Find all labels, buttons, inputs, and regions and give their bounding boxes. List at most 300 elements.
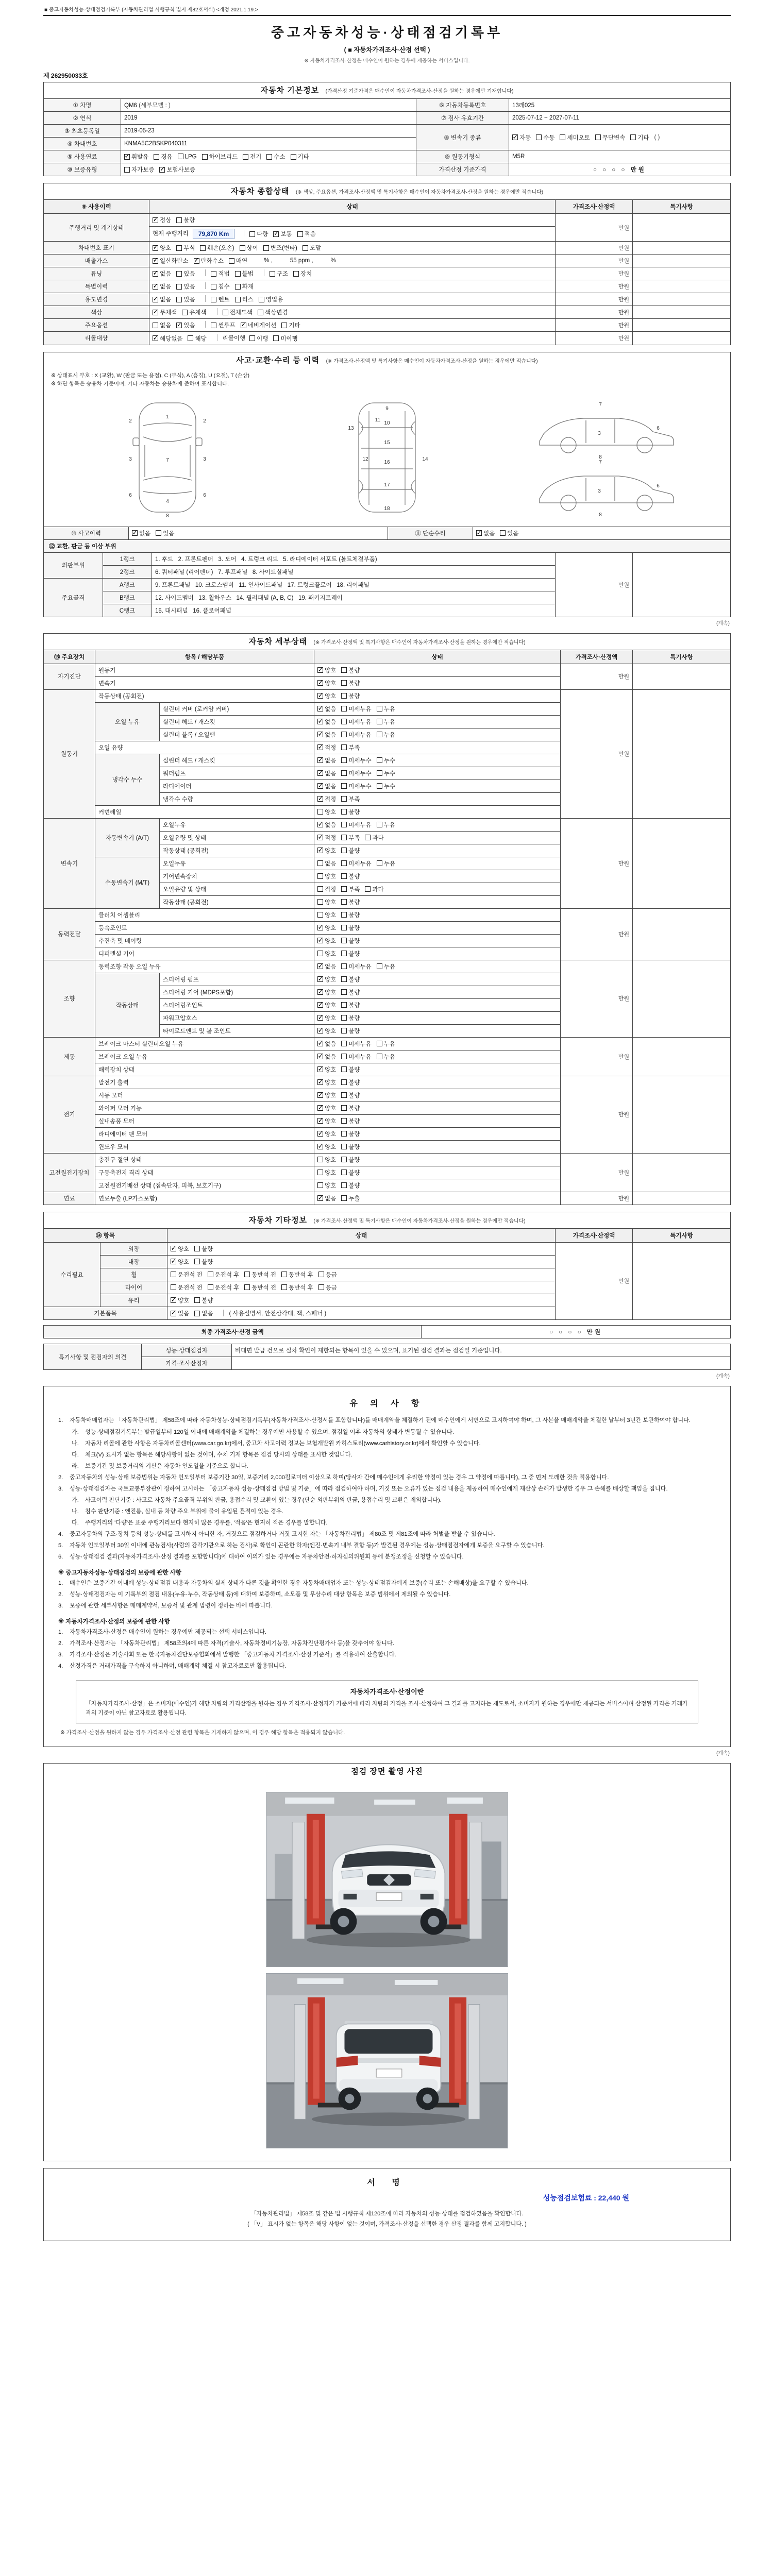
checkbox-option[interactable] <box>317 756 336 765</box>
field-label: ⑦ 검사 유효기간 <box>416 112 509 125</box>
checkbox-unchecked-icon <box>317 1157 323 1162</box>
device-group-label: 조향 <box>44 960 95 1037</box>
checkbox-option[interactable] <box>341 911 360 919</box>
checkbox-checked-icon <box>317 757 323 763</box>
state-cell <box>167 1242 556 1255</box>
state-cell <box>314 1101 561 1114</box>
checkbox-option[interactable] <box>243 152 261 161</box>
checkbox-checked-icon <box>317 1092 323 1098</box>
checkbox-label: 부족 <box>348 886 360 893</box>
checkbox-label: 적정 <box>325 796 337 803</box>
checkbox-unchecked-icon <box>211 271 216 277</box>
checkbox-option[interactable] <box>194 1245 213 1253</box>
checkbox-option[interactable] <box>153 257 189 265</box>
checkbox-unchecked-icon <box>377 770 382 776</box>
state-cell <box>314 1140 561 1153</box>
remark-cell <box>633 280 731 293</box>
checkbox-option[interactable] <box>317 988 336 996</box>
part-label: 라디에이터 팬 모터 <box>95 1127 314 1140</box>
checkbox-option[interactable] <box>249 334 268 343</box>
paragraph-number: 4. <box>58 1663 63 1670</box>
checkbox-option[interactable] <box>317 782 336 790</box>
checkbox-option[interactable] <box>341 975 360 984</box>
state-cell <box>314 844 561 857</box>
checkbox-checked-icon <box>317 719 323 724</box>
opinion-row <box>44 1357 731 1370</box>
svg-text:7: 7 <box>599 401 602 408</box>
outer-panel-group-label: 외판부위 <box>44 552 103 578</box>
checkbox-option[interactable] <box>317 692 336 700</box>
checkbox-option[interactable] <box>317 950 336 958</box>
svg-text:6: 6 <box>203 492 206 498</box>
part-label: 원동기 <box>95 664 314 676</box>
checkbox-option[interactable] <box>124 165 154 174</box>
checkbox-option[interactable] <box>341 1168 360 1177</box>
svg-text:6: 6 <box>657 425 660 431</box>
checkbox-option[interactable] <box>317 1027 336 1035</box>
checkbox-unchecked-icon <box>341 835 347 840</box>
checkbox-option[interactable] <box>317 924 336 932</box>
checkbox-option[interactable] <box>153 334 182 343</box>
notice-paragraph <box>58 1579 716 1588</box>
checkbox-option[interactable] <box>630 133 649 142</box>
checkbox-option[interactable] <box>171 1258 189 1266</box>
checkbox-unchecked-icon <box>500 530 506 536</box>
checkbox-option[interactable] <box>341 988 360 996</box>
checkbox-option[interactable] <box>377 769 395 777</box>
checkbox-option[interactable] <box>211 295 229 303</box>
checkbox-option[interactable] <box>154 152 172 161</box>
checkbox-label: 양호 <box>325 1182 337 1189</box>
checkbox-option[interactable] <box>317 679 336 687</box>
checkbox-option[interactable] <box>317 769 336 777</box>
checkbox-option[interactable] <box>317 1078 336 1087</box>
checkbox-option[interactable] <box>178 154 197 160</box>
checkbox-option[interactable] <box>241 321 277 329</box>
svg-text:4: 4 <box>166 498 169 504</box>
checkbox-option[interactable] <box>281 1283 313 1292</box>
checkbox-option[interactable] <box>341 1065 360 1074</box>
checkbox-option[interactable] <box>341 846 360 855</box>
checkbox-option[interactable] <box>194 257 224 265</box>
checkbox-unchecked-icon <box>341 1041 347 1046</box>
section-note: (※ 가격조사·산정액 및 특기사항은 매수인이 자동차가격조사·산정을 원하는 경우에만 적습니다) <box>326 358 538 364</box>
checkbox-unchecked-icon <box>341 938 347 943</box>
checkbox-option[interactable] <box>317 834 336 842</box>
checkbox-option[interactable] <box>341 808 360 816</box>
checkbox-option[interactable] <box>476 529 495 537</box>
checkbox-option[interactable] <box>317 666 336 674</box>
checkbox-unchecked-icon <box>377 1054 382 1059</box>
field-value: 13래025 <box>509 99 731 112</box>
checkbox-option[interactable] <box>595 133 625 142</box>
checkbox-option[interactable] <box>512 133 531 142</box>
checkbox-option[interactable] <box>273 230 292 238</box>
checkbox-option[interactable] <box>317 975 336 984</box>
checkbox-option[interactable] <box>188 334 206 343</box>
checkbox-label: 누유 <box>383 732 395 738</box>
checkbox-checked-icon <box>317 835 323 840</box>
checkbox-option[interactable] <box>171 1245 189 1253</box>
checkbox-option[interactable] <box>153 244 171 252</box>
checkbox-unchecked-icon <box>365 835 371 840</box>
checkbox-option[interactable] <box>341 1181 360 1190</box>
checkbox-option[interactable] <box>317 795 336 803</box>
checkbox-unchecked-icon <box>240 245 245 251</box>
checkbox-option[interactable] <box>341 782 371 790</box>
checkbox-option[interactable] <box>235 295 254 303</box>
checkbox-option[interactable] <box>377 731 395 739</box>
status-row <box>44 332 731 345</box>
checkbox-option[interactable] <box>341 885 360 893</box>
checkbox-unchecked-icon <box>317 873 323 879</box>
checkbox-option[interactable] <box>341 1014 360 1022</box>
checkbox-label: 기타 <box>297 154 309 160</box>
checkbox-option[interactable] <box>318 1283 337 1292</box>
paragraph-number: 1. <box>58 1417 63 1424</box>
checkbox-option[interactable] <box>317 1156 336 1164</box>
checkbox-label: 불량 <box>348 1157 360 1163</box>
checkbox-option[interactable] <box>318 1270 337 1279</box>
checkbox-option[interactable] <box>200 244 234 252</box>
checkbox-option[interactable] <box>182 308 206 316</box>
checkbox-unchecked-icon <box>194 1311 200 1316</box>
checkbox-option[interactable] <box>317 1104 336 1112</box>
checkbox-label: 누수 <box>383 757 395 764</box>
checkbox-option[interactable] <box>176 282 195 291</box>
part-label: 브레이크 오일 누유 <box>95 1050 314 1063</box>
checkbox-option[interactable] <box>341 718 371 726</box>
state-cell <box>314 831 561 844</box>
checkbox-option[interactable] <box>377 962 395 971</box>
checkbox-option[interactable] <box>211 282 229 291</box>
checkbox-checked-icon <box>317 744 323 750</box>
checkbox-label: 전체도색 <box>229 310 253 316</box>
checkbox-option[interactable] <box>341 679 360 687</box>
checkbox-option[interactable] <box>377 705 395 713</box>
checkbox-option[interactable] <box>259 295 283 303</box>
checkbox-label: 불량 <box>348 1066 360 1073</box>
checkbox-option[interactable] <box>317 1194 336 1202</box>
checkbox-option[interactable] <box>171 1296 189 1304</box>
checkbox-unchecked-icon <box>317 1170 323 1175</box>
checkbox-option[interactable] <box>317 808 336 816</box>
part-label: 오일유량 및 상태 <box>160 883 314 895</box>
opinion-who-label: 가격·조사산정자 <box>142 1357 232 1370</box>
mileage-value: 79,870 Km <box>193 229 234 239</box>
checkbox-option[interactable] <box>176 321 195 329</box>
state-text: 리콜이행 <box>222 335 246 342</box>
notice-paragraph <box>58 1530 716 1539</box>
notice-paragraph <box>58 1662 716 1671</box>
checkbox-option[interactable] <box>377 1053 395 1061</box>
checkbox-option[interactable] <box>235 269 254 278</box>
checkbox-option[interactable] <box>341 1027 360 1035</box>
final-price-row-container <box>43 1325 731 1338</box>
checkbox-option[interactable] <box>176 216 195 224</box>
checkbox-option[interactable] <box>124 152 148 161</box>
checkbox-option[interactable] <box>194 1296 213 1304</box>
paragraph-number: 3. <box>58 1602 63 1609</box>
checkbox-label: 있음 <box>183 271 195 277</box>
document-title: 중고자동차성능·상태점검기록부 <box>271 25 503 40</box>
checkbox-option[interactable] <box>244 1270 276 1279</box>
checkbox-option[interactable] <box>341 1130 360 1138</box>
checkbox-option[interactable] <box>244 1283 276 1292</box>
checkbox-option[interactable] <box>341 1001 360 1009</box>
checkbox-option[interactable] <box>317 705 336 713</box>
checkbox-option[interactable] <box>171 1270 203 1279</box>
checkbox-option[interactable] <box>156 529 174 537</box>
checkbox-label: 무단변속 <box>602 134 626 141</box>
checkbox-option[interactable] <box>266 152 285 161</box>
checkbox-option[interactable] <box>341 872 360 880</box>
checkbox-label: 미세누유 <box>348 963 372 970</box>
checkbox-option[interactable] <box>235 282 254 291</box>
checkbox-option[interactable] <box>341 1040 371 1048</box>
checkbox-label: 상이 <box>246 245 258 251</box>
checkbox-option[interactable] <box>153 282 171 291</box>
checkbox-option[interactable] <box>365 834 383 842</box>
accident-body <box>43 368 731 617</box>
checkbox-option[interactable] <box>281 1270 313 1279</box>
checkbox-option[interactable] <box>341 756 371 765</box>
checkbox-option[interactable] <box>317 911 336 919</box>
checkbox-option[interactable] <box>317 743 336 752</box>
checkbox-option[interactable] <box>291 152 309 161</box>
checkbox-option[interactable] <box>223 308 253 316</box>
checkbox-option[interactable] <box>536 133 554 142</box>
checkbox-option[interactable] <box>317 1053 336 1061</box>
checkbox-option[interactable] <box>281 321 300 329</box>
checkbox-option[interactable] <box>153 295 171 303</box>
checkbox-option[interactable] <box>341 666 360 674</box>
checkbox-unchecked-icon <box>341 899 347 905</box>
checkbox-unchecked-icon <box>317 809 323 815</box>
checkbox-option[interactable] <box>270 269 288 278</box>
checkbox-option[interactable] <box>317 1168 336 1177</box>
checkbox-option[interactable] <box>341 950 360 958</box>
checkbox-option[interactable] <box>341 795 360 803</box>
checkbox-option[interactable] <box>153 216 171 224</box>
checkbox-option[interactable] <box>194 1258 213 1266</box>
checkbox-option[interactable] <box>341 937 360 945</box>
price-cell: 만원 <box>556 255 633 267</box>
checkbox-unchecked-icon <box>171 1272 176 1277</box>
checkbox-unchecked-icon <box>341 770 347 776</box>
checkbox-checked-icon <box>317 822 323 827</box>
checkbox-option[interactable] <box>377 1040 395 1048</box>
checkbox-unchecked-icon <box>303 245 308 251</box>
checkbox-option[interactable] <box>341 1078 360 1087</box>
checkbox-option[interactable] <box>317 1040 336 1048</box>
notice-paragraph <box>58 1507 716 1517</box>
price-cell: 만원 <box>561 1076 633 1153</box>
checkbox-option[interactable] <box>317 1130 336 1138</box>
checkbox-option[interactable] <box>365 885 383 893</box>
checkbox-unchecked-icon <box>341 1131 347 1137</box>
checkbox-option[interactable] <box>317 731 336 739</box>
checkbox-label: 수동 <box>543 134 555 141</box>
checkbox-option[interactable] <box>263 244 297 252</box>
checkbox-option[interactable] <box>176 295 195 303</box>
checkbox-option[interactable] <box>341 705 371 713</box>
remark-cell <box>633 214 731 242</box>
checkbox-label: 없음 <box>325 1054 337 1060</box>
checkbox-option[interactable] <box>341 1117 360 1125</box>
column-header: ⑬ 주요장치 <box>44 650 95 664</box>
checkbox-option[interactable] <box>303 244 321 252</box>
checkbox-option[interactable] <box>258 308 288 316</box>
part-label: 실린더 커버 (로커암 커버) <box>160 702 314 715</box>
svg-text:10: 10 <box>384 420 390 426</box>
paragraph-number: 라. <box>72 1463 79 1469</box>
checkbox-option[interactable] <box>208 1283 240 1292</box>
state-cell <box>149 319 556 332</box>
field-value: QM6 (세부모델 : ) <box>121 99 416 112</box>
checkbox-option[interactable] <box>317 872 336 880</box>
checkbox-option[interactable] <box>240 244 258 252</box>
checkbox-label: 동반석 전 <box>251 1272 276 1278</box>
checkbox-option[interactable] <box>171 1309 189 1317</box>
checkbox-option[interactable] <box>341 743 360 752</box>
checkbox-option[interactable] <box>153 321 171 329</box>
checkbox-option[interactable] <box>341 731 371 739</box>
checkbox-option[interactable] <box>317 1065 336 1074</box>
state-cell <box>149 242 556 255</box>
checkbox-option[interactable] <box>202 152 238 161</box>
checkbox-option[interactable] <box>317 898 336 906</box>
checkbox-label: 양호 <box>325 899 337 906</box>
checkbox-option[interactable] <box>293 269 312 278</box>
part-label: 브레이크 마스터 실린더오일 누유 <box>95 1037 314 1050</box>
checkbox-label: 없음 <box>325 719 337 725</box>
checkbox-option[interactable] <box>317 859 336 868</box>
checkbox-option[interactable] <box>377 782 395 790</box>
checkbox-option[interactable] <box>249 230 268 238</box>
checkbox-option[interactable] <box>208 1270 240 1279</box>
checkbox-option[interactable] <box>317 1117 336 1125</box>
checkbox-checked-icon <box>153 245 158 251</box>
exchange-rank-table-container <box>44 539 730 617</box>
checkbox-option[interactable] <box>341 859 371 868</box>
checkbox-option[interactable] <box>317 937 336 945</box>
part-label: 윈도우 모터 <box>95 1140 314 1153</box>
checkbox-option[interactable] <box>229 257 247 265</box>
checkbox-option[interactable] <box>377 718 395 726</box>
checkbox-option[interactable] <box>341 769 371 777</box>
price-cell: 만원 <box>561 960 633 1037</box>
checkbox-option[interactable] <box>377 821 395 829</box>
checkbox-option[interactable] <box>500 529 518 537</box>
checkbox-checked-icon <box>476 530 482 536</box>
part-label: 동력조향 작동 오일 누유 <box>95 960 314 973</box>
checkbox-option[interactable] <box>317 1014 336 1022</box>
checkbox-option[interactable] <box>341 1143 360 1151</box>
state-cell <box>314 754 561 767</box>
notice-paragraph <box>58 1473 716 1483</box>
checkbox-option[interactable] <box>176 269 195 278</box>
paragraph-text: 성능·상태점검 결과(자동차가격조사·산정 결과를 포함합니다)에 대하여 이의가 있는 경우에는 자동차안전·하자심의위원회 등에 분쟁조정을 신청할 수 있습니다. <box>70 1553 464 1560</box>
detail-row <box>44 689 731 702</box>
checkbox-option[interactable] <box>317 846 336 855</box>
checkbox-unchecked-icon <box>156 530 161 536</box>
state-cell <box>149 227 556 242</box>
checkbox-option[interactable] <box>171 1283 203 1292</box>
checkbox-unchecked-icon <box>259 297 264 302</box>
checkbox-option[interactable] <box>341 924 360 932</box>
checkbox-unchecked-icon <box>341 1195 347 1201</box>
checkbox-option[interactable] <box>341 692 360 700</box>
accident-history-table <box>43 527 731 540</box>
status-row <box>44 214 731 227</box>
checkbox-option[interactable] <box>153 269 171 278</box>
checkbox-option[interactable] <box>560 133 590 142</box>
checkbox-option[interactable] <box>341 1053 371 1061</box>
checkbox-option[interactable] <box>317 885 336 893</box>
checkbox-option[interactable] <box>377 859 395 868</box>
checkbox-option[interactable] <box>194 1309 213 1317</box>
paragraph-number: 4. <box>58 1531 63 1537</box>
checkbox-option[interactable] <box>317 718 336 726</box>
state-cell <box>149 280 556 293</box>
checkbox-option[interactable] <box>341 1104 360 1112</box>
checkbox-option[interactable] <box>341 1091 360 1099</box>
simple-repair-label: ⑪ 단순수리 <box>388 527 473 539</box>
checkbox-option[interactable] <box>341 898 360 906</box>
checkbox-option[interactable] <box>176 244 195 252</box>
checkbox-option[interactable] <box>341 821 371 829</box>
checkbox-option[interactable] <box>317 1001 336 1009</box>
detail-row <box>44 908 731 921</box>
checkbox-option[interactable] <box>341 834 360 842</box>
checkbox-unchecked-icon <box>176 217 182 223</box>
checkbox-checked-icon <box>317 693 323 699</box>
checkbox-checked-icon <box>317 925 323 930</box>
checkbox-option[interactable] <box>341 962 371 971</box>
column-header: 상태 <box>167 1228 556 1242</box>
status-row <box>44 267 731 280</box>
checkbox-option[interactable] <box>377 756 395 765</box>
state-cell <box>314 947 561 960</box>
checkbox-option[interactable] <box>317 1181 336 1190</box>
checkbox-option[interactable] <box>132 529 150 537</box>
checkbox-label: 불량 <box>348 976 360 983</box>
checkbox-option[interactable] <box>153 308 177 316</box>
checkbox-checked-icon <box>317 732 323 737</box>
remark-cell <box>633 960 731 1037</box>
checkbox-option[interactable] <box>317 821 336 829</box>
state-cell <box>314 1076 561 1089</box>
checkbox-option[interactable] <box>211 269 229 278</box>
checkbox-option[interactable] <box>317 1091 336 1099</box>
checkbox-option[interactable] <box>341 1156 360 1164</box>
checkbox-label: 장치 <box>300 271 312 277</box>
checkbox-label: 리스 <box>242 297 254 303</box>
state-cell <box>314 741 561 754</box>
checkbox-option[interactable] <box>297 230 316 238</box>
checkbox-option[interactable] <box>273 334 297 343</box>
checkbox-unchecked-icon <box>365 886 371 892</box>
checkbox-option[interactable] <box>211 321 235 329</box>
checkbox-option[interactable] <box>341 1194 360 1202</box>
checkbox-option[interactable] <box>159 165 195 174</box>
checkbox-label: 불량 <box>348 1118 360 1125</box>
paragraph-text: 매수인은 보증기간 이내에 성능·상태점검 내용과 자동차의 실제 상태가 다른 것을 확인한 경우 자동차매매업자 또는 성능·상태점검자에게 보증(수리 또는 손해배상)을 요구할 수 있습니다. <box>70 1580 529 1586</box>
checkbox-unchecked-icon <box>341 680 347 686</box>
checkbox-option[interactable] <box>317 1143 336 1151</box>
checkbox-option[interactable] <box>317 962 336 971</box>
